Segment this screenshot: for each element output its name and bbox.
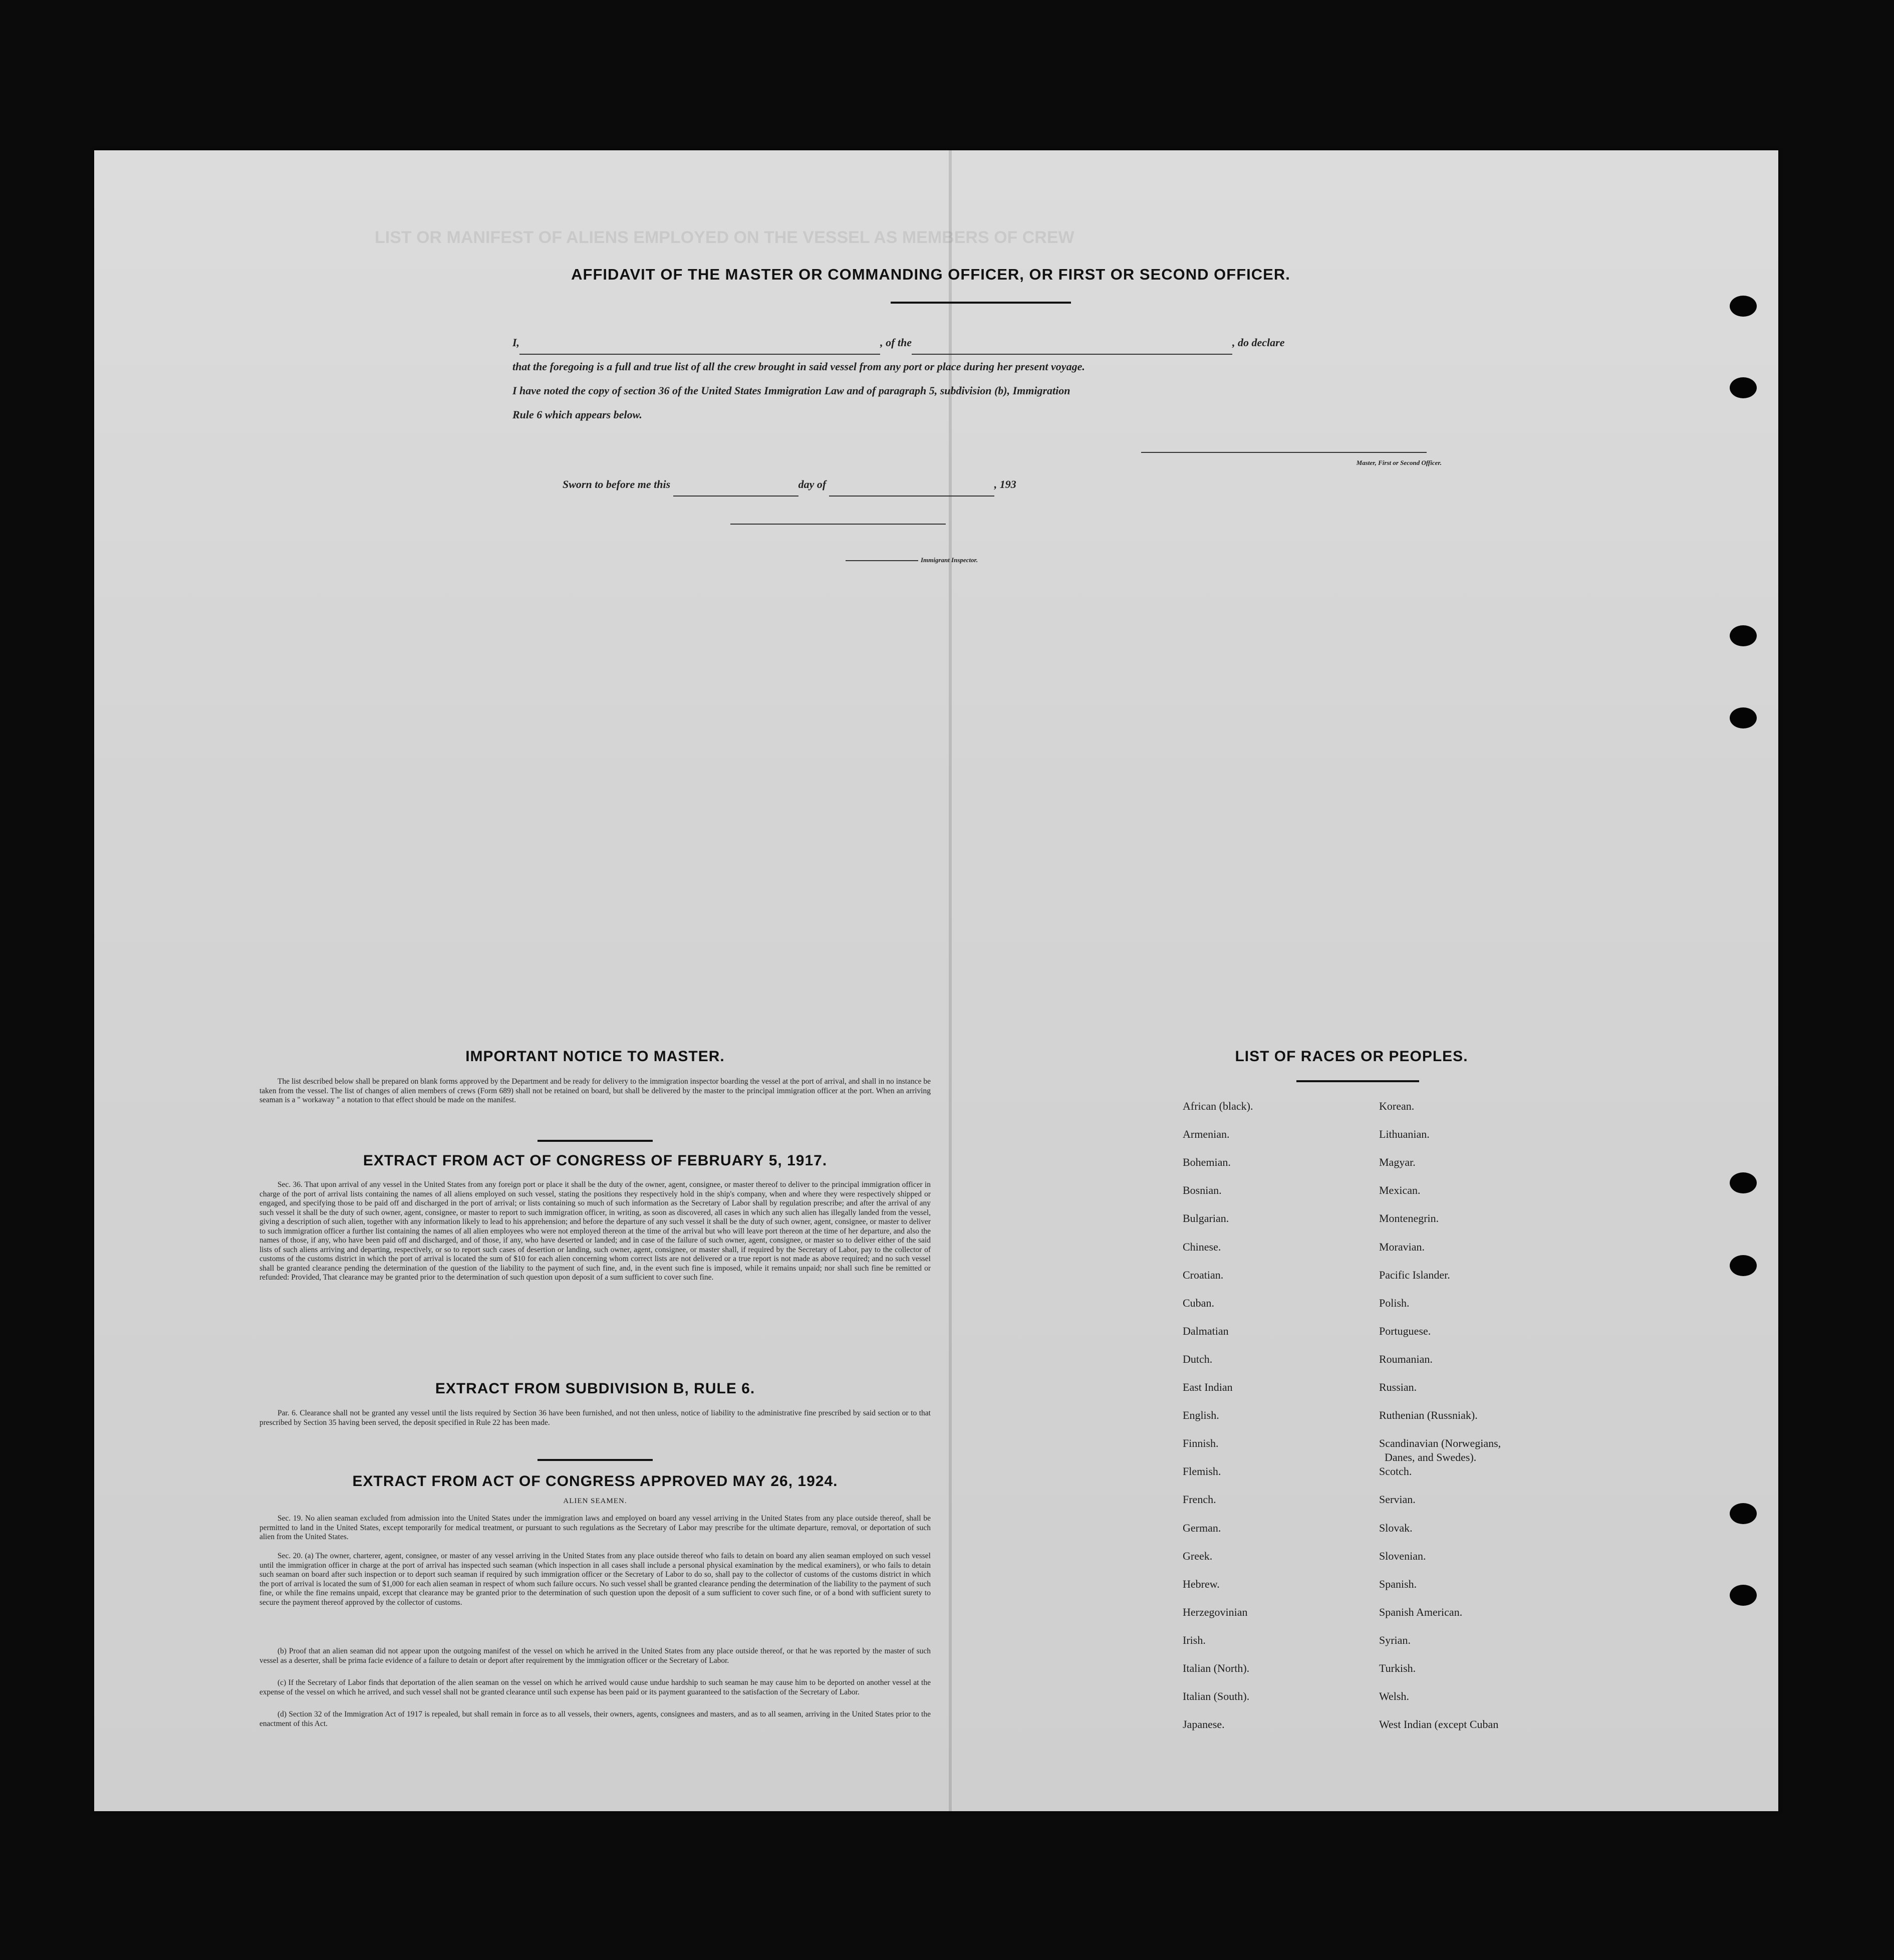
race-item: Greek. [1183,1549,1213,1562]
race-item: Scotch. [1379,1465,1412,1478]
punch-hole [1730,1172,1757,1193]
day-of-label: day of [798,478,827,491]
extract-1924-sec20b: (b) Proof that an alien seaman did not appear upon the outgoing manifest of the vessel on which he arrived in the United States from any place outside thereof, or that he was reported by the master of such vessel as a deserter, shall be prima facie evidence of a failure to detain or deport after requirement by the immigration officer or the Secretary of Labor. [259,1647,931,1665]
race-item: Moravian. [1379,1240,1425,1253]
race-item: Spanish. [1379,1577,1417,1590]
race-item: Slovak. [1379,1521,1413,1534]
sworn-line [563,472,1164,497]
race-item: Slovenian. [1379,1549,1426,1562]
race-item: Dutch. [1183,1352,1213,1365]
race-item: Armenian. [1183,1128,1230,1141]
race-item: English. [1183,1409,1219,1422]
extract-1924-sec19: Sec. 19. No alien seaman excluded from admission into the United States under the immigration laws and employed on board any vessel arriving in the United States from any place outside thereof, shall be permitted to land in the United States, except temporarily for medical treatment, or pursuant to such regulations as the Secretary of Labor may prescribe for the ultimate departure, removal, or deportation of such alien from the United States. [259,1514,931,1541]
race-item: Syrian. [1379,1633,1411,1646]
inspector-signature-line[interactable] [730,524,946,525]
race-item: Bulgarian. [1183,1212,1229,1225]
race-item: East Indian [1183,1381,1233,1393]
race-item: Mexican. [1379,1184,1421,1197]
affidavit-title: AFFIDAVIT OF THE MASTER OR COMMANDING OFFICER, OR FIRST OR SECOND OFFICER. [571,266,1290,283]
extract-1924-sec20a: Sec. 20. (a) The owner, charterer, agent, consignee, or master of any vessel arriving in the United States from any place outside thereof who fails to detain on board any alien seaman employed on such vessel until the immigration officer in charge at the port of arrival has inspected such seaman (which inspection in all cases shall include a personal physical examination by the medical examiners), or who fails to detain such seaman on board after such inspection or to deport such seaman if required by such immigration officer or the Secretary of Labor to do so, shall pay to the collector of customs of the customs district in which the port of arrival is located the sum of $1,000 for each alien seaman in respect of whom such failure occurs. No such vessel shall be granted clearance pending the determination of the liability to the payment of such fine, or while the fine remains unpaid, except that clearance may be granted prior to the determination of such question upon the deposit of a sum sufficient to cover such fine, or of a bond with sufficient surety to secure the payment thereof approved by the collector of customs. [259,1552,931,1607]
race-item: Italian (South). [1183,1690,1250,1703]
race-item: Pacific Islander. [1379,1268,1450,1281]
race-item: Irish. [1183,1633,1206,1646]
punch-hole [1730,707,1757,728]
race-item: Korean. [1379,1100,1415,1112]
day-field[interactable] [673,496,798,497]
do-declare-label: , do declare [1232,336,1285,349]
race-item: Japanese. [1183,1718,1225,1731]
section-rule [537,1459,653,1461]
affidavit-line-1 [512,331,1554,355]
signature-line[interactable] [1141,452,1427,453]
race-item: Flemish. [1183,1465,1221,1478]
race-item: German. [1183,1521,1221,1534]
extract-rule6-text: Par. 6. Clearance shall not be granted any vessel until the lists required by Section 36 have been furnished, and not then unless, notice of liability to the administrative fine prescribed by said section or to that prescribed by Section 35 having been served, the deposit specified in Rule 22 has been made. [259,1409,931,1427]
races-title: LIST OF RACES OR PEOPLES. [1235,1048,1468,1065]
punch-hole [1730,377,1757,398]
race-item: Ruthenian (Russniak). [1379,1409,1478,1422]
signature-caption: Master, First or Second Officer. [1356,459,1442,466]
race-item: Dalmatian [1183,1324,1229,1337]
race-item: Turkish. [1379,1662,1416,1674]
race-item: Hebrew. [1183,1577,1220,1590]
notice-text: The list described below shall be prepared on blank forms approved by the Department and be ready for delivery to the immigration inspector boarding the vessel at the port of arrival, and shall in no instance be taken from the vessel. The list of changes of alien members of crews (Form 689) shall not be retained on board, but shall be delivered by the master to the principal immigration officer at the port. When an arriving seaman is a " workaway " a notation to that effect should be made on the manifest. [259,1077,931,1104]
extract-1924-sec20c: (c) If the Secretary of Labor finds that deportation of the alien seaman on the vessel on which he arrived would cause undue hardship to such seaman he may cause him to be deported on another vessel at the expense of the vessel on which he arrived, and such vessel shall not be granted clearance until such expense has been paid or its payment guaranteed to the satisfaction of the Secretary of Labor. [259,1678,931,1696]
month-field[interactable] [829,496,994,497]
of-the-label: , of the [880,336,912,349]
race-item: Spanish American. [1379,1605,1463,1618]
i-label: I, [512,336,520,349]
race-item: Russian. [1379,1381,1417,1393]
race-item: West Indian (except Cuban [1379,1718,1499,1731]
notice-title: IMPORTANT NOTICE TO MASTER. [465,1048,725,1065]
punch-hole [1730,296,1757,317]
extract-1924-title: EXTRACT FROM ACT OF CONGRESS APPROVED MAY 26, 1924. [352,1473,838,1490]
races-rule [1296,1080,1419,1082]
inspector-line-short [846,560,918,561]
bleed-through-text: LIST OR MANIFEST OF ALIENS EMPLOYED ON THE VESSEL AS MEMBERS OF CREW [375,228,1074,247]
race-item-continuation: Danes, and Swedes). [1385,1451,1477,1463]
race-item: Welsh. [1379,1690,1409,1703]
race-item: Lithuanian. [1379,1128,1430,1141]
sworn-label: Sworn to before me this [563,478,671,491]
section-rule [537,1140,653,1142]
race-item: French. [1183,1493,1216,1506]
punch-hole [1730,1255,1757,1276]
punch-hole [1730,1585,1757,1606]
race-item: Herzegovinian [1183,1605,1248,1618]
inspector-caption: Immigrant Inspector. [921,556,978,564]
extract-rule6-title: EXTRACT FROM SUBDIVISION B, RULE 6. [435,1380,755,1397]
punch-hole [1730,625,1757,646]
punch-hole [1730,1503,1757,1524]
affidavit-line-3: I have noted the copy of section 36 of the United States Immigration Law and of paragraph 5, subdivision (b), Immigration [512,384,1070,397]
race-item: Cuban. [1183,1296,1214,1309]
race-item: Montenegrin. [1379,1212,1439,1225]
race-item: Portuguese. [1379,1324,1431,1337]
race-item: Bohemian. [1183,1156,1231,1169]
extract-1917-title: EXTRACT FROM ACT OF CONGRESS OF FEBRUARY 5, 1917. [363,1152,828,1169]
race-item: Bosnian. [1183,1184,1222,1197]
race-item: Roumanian. [1379,1352,1433,1365]
document-page [94,150,1778,1811]
affidavit-line-4: Rule 6 which appears below. [512,408,642,421]
race-item: Croatian. [1183,1268,1224,1281]
race-item: Servian. [1379,1493,1416,1506]
race-item: Italian (North). [1183,1662,1250,1674]
affidavit-line-2: that the foregoing is a full and true list of all the crew brought in said vessel from any port or place during her present voyage. [512,360,1085,373]
title-rule [891,302,1071,304]
extract-1924-sec20d: (d) Section 32 of the Immigration Act of 1917 is repealed, but shall remain in force as to all vessels, their owners, agents, consignees and masters, and as to all seamen, arriving in the United States prior to the enactment of this Act. [259,1710,931,1728]
race-item: Magyar. [1379,1156,1416,1169]
race-item: Scandinavian (Norwegians, [1379,1437,1501,1450]
year-label: , 193 [994,478,1016,491]
race-item: Finnish. [1183,1437,1219,1450]
extract-1917-text: Sec. 36. That upon arrival of any vessel in the United States from any foreign port or place it shall be the duty of the owner, agent, consignee, or master thereof to deliver to the principal immigration officer in charge of the port of arrival lists containing the names of all aliens employed on such vessel, stating the positions they respectively hold in the ship's company, when and where they were respectively shipped or engaged, and specifying those to be paid off and discharged in the port of arrival; or lists containing so much of such information as the Secretary of Labor shall by regulation prescribe; and after the arrival of any such vessel it shall be the duty of such owner, agent, consignee, or master to report to such immigration officer, in writing, as soon as discovered, all cases in which any such alien has illegally landed from the vessel, giving a description of such alien, together with any information likely to lead to his apprehension; and before the departure of any such vessel it shall be the duty of such owner, agent, consignee, or master to deliver to such immigration officer a further list containing the names of all alien employees who were not employed thereon at the time of the arrival but who will leave port thereon at the time of her departure, and also the names of those, if any, who have been paid off and discharged, and of those, if any, who have deserted or landed; and in case of the failure of such owner, agent, consignee, or master so to deliver either of the said lists of such aliens arriving and departing, respectively, or so to report such cases of desertion or landing, such owner, agent, consignee, or master shall, if required by the Secretary of Labor, pay to the collector of customs of the customs district in which the port of arrival is located the sum of $10 for each alien concerning whom correct lists are not delivered or a true report is not made as above required; and no such vessel shall be granted clearance pending the determination of the question of the liability to the payment of such fine, and, in the event such fine is imposed, while it remains unpaid; nor shall such fine be remitted or refunded: Provided, That clearance may be granted prior to the determination of such question upon deposit of a sum sufficient to cover such fine. [259,1180,931,1282]
extract-1924-subtitle: ALIEN SEAMEN. [563,1497,627,1505]
race-item: Chinese. [1183,1240,1221,1253]
race-item: African (black). [1183,1100,1253,1112]
race-item: Polish. [1379,1296,1410,1309]
